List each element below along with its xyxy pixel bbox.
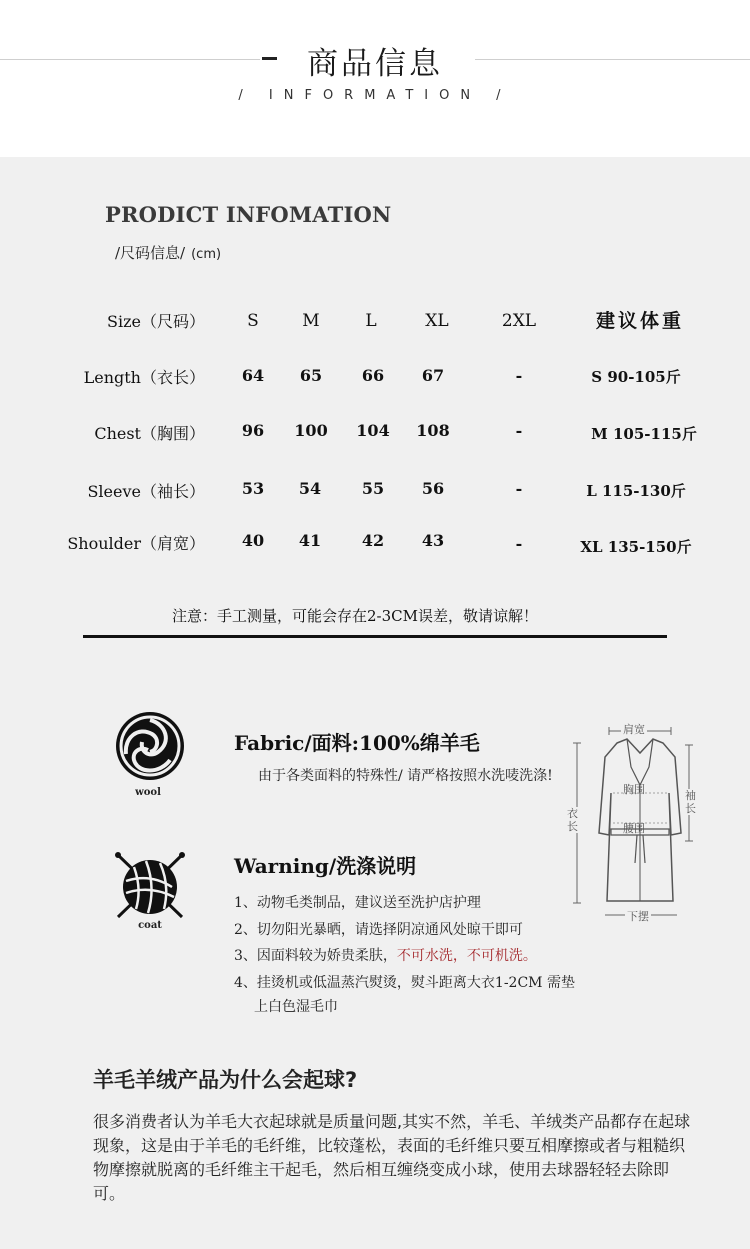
row-label-chest: Chest（胸围） — [94, 424, 205, 443]
row-label-length: Length（衣长） — [83, 368, 205, 387]
weight-xl: XL 135-150斤 — [580, 538, 692, 556]
coat-caption: coat — [138, 920, 162, 931]
care-item-4-cont: 上白色湿毛巾 — [254, 999, 338, 1015]
faq-title: 羊毛羊绒产品为什么会起球? — [93, 1068, 358, 1092]
weight-m: M 105-115斤 — [591, 425, 697, 443]
faq-body: 很多消费者认为羊毛大衣起球就是质量问题,其实不然，羊毛、羊绒类产品都存在起球现象，这是由于羊毛的毛纤维，比较蓬松，表面的毛纤维只要互相摩擦或者与粗糙织物摩擦就脱离的毛纤维主干起毛，然后相互缠绕变成小球，使用去球器轻轻去除即可。 — [93, 1112, 691, 1203]
cell-sleeve-2xl: - — [515, 479, 523, 498]
measurement-note: 注意：手工测量，可能会存在2-3CM误差，敬请谅解！ — [172, 607, 538, 625]
cell-sleeve-s: 53 — [241, 479, 265, 498]
row-label-sleeve: Sleeve（袖长） — [87, 482, 205, 501]
col-header-s: S — [247, 311, 259, 331]
cell-chest-l: 104 — [356, 421, 390, 440]
header-title: 商品信息 — [0, 38, 750, 83]
wool-caption: wool — [135, 787, 161, 798]
cell-shoulder-l: 42 — [361, 531, 385, 550]
cell-length-m: 65 — [299, 366, 323, 385]
section-divider — [83, 635, 667, 638]
cell-shoulder-s: 40 — [241, 531, 265, 550]
cell-length-l: 66 — [361, 366, 385, 385]
fabric-description: 由于各类面料的特殊性/ 请严格按照水洗唛洗涤! — [258, 768, 553, 784]
cell-sleeve-m: 54 — [298, 479, 322, 498]
care-item-3-warning: 不可水洗，不可机洗。 — [396, 948, 537, 964]
care-item-3-text: 3、因面料较为娇贵柔肤， — [234, 948, 397, 964]
col-header-m: M — [302, 311, 320, 331]
cell-length-xl: 67 — [421, 366, 445, 385]
size-chart-subtitle-text: /尺码信息/ — [115, 244, 186, 262]
cell-shoulder-xl: 43 — [421, 531, 445, 550]
care-item-4: 4、挂烫机或低温蒸汽熨烫，熨斗距离大衣1-2CM 需垫 — [234, 975, 575, 991]
cell-shoulder-2xl: - — [515, 534, 523, 553]
diagram-label-waist: 腰围 — [623, 822, 645, 835]
cell-sleeve-xl: 56 — [421, 479, 445, 498]
diagram-label-length: 衣长 — [567, 807, 581, 833]
cell-length-s: 64 — [241, 366, 265, 385]
care-item-1: 1、动物毛类制品，建议送至洗护店护理 — [234, 895, 481, 911]
cell-chest-m: 100 — [294, 421, 328, 440]
col-header-weight: 建议体重 — [595, 310, 684, 332]
diagram-label-sleeve: 袖长 — [685, 789, 699, 815]
size-chart-subtitle — [115, 242, 221, 263]
cell-chest-xl: 108 — [416, 421, 450, 440]
cell-length-2xl: - — [515, 366, 523, 385]
cell-sleeve-l: 55 — [361, 479, 385, 498]
care-item-3 — [234, 945, 537, 965]
cell-chest-s: 96 — [241, 421, 265, 440]
diagram-label-chest: 胸围 — [623, 783, 645, 796]
yarn-ball-icon — [112, 851, 188, 927]
care-item-2: 2、切勿阳光暴晒，请选择阴凉通风处晾干即可 — [234, 922, 523, 938]
col-header-l: L — [365, 311, 377, 331]
size-chart-unit: (cm) — [191, 247, 222, 262]
row-label-size: Size（尺码） — [107, 312, 205, 331]
diagram-label-hem: 下摆 — [627, 910, 649, 923]
warning-title: Warning/洗涤说明 — [234, 854, 417, 878]
size-chart-title: PRODICT INFOMATION — [105, 202, 392, 227]
wool-icon — [110, 708, 190, 788]
fabric-title: Fabric/面料:100%绵羊毛 — [234, 731, 480, 755]
header-subtitle: / INFORMATION / — [238, 88, 512, 103]
cell-shoulder-m: 41 — [298, 531, 322, 550]
page-header — [0, 0, 750, 157]
weight-l: L 115-130斤 — [586, 482, 686, 500]
weight-s: S 90-105斤 — [591, 368, 681, 386]
row-label-shoulder: Shoulder（肩宽） — [67, 534, 205, 553]
coat-diagram — [565, 723, 715, 923]
diagram-label-shoulder: 肩宽 — [623, 723, 645, 736]
col-header-2xl: 2XL — [501, 311, 537, 331]
col-header-xl: XL — [425, 311, 449, 331]
cell-chest-2xl: - — [515, 421, 523, 440]
